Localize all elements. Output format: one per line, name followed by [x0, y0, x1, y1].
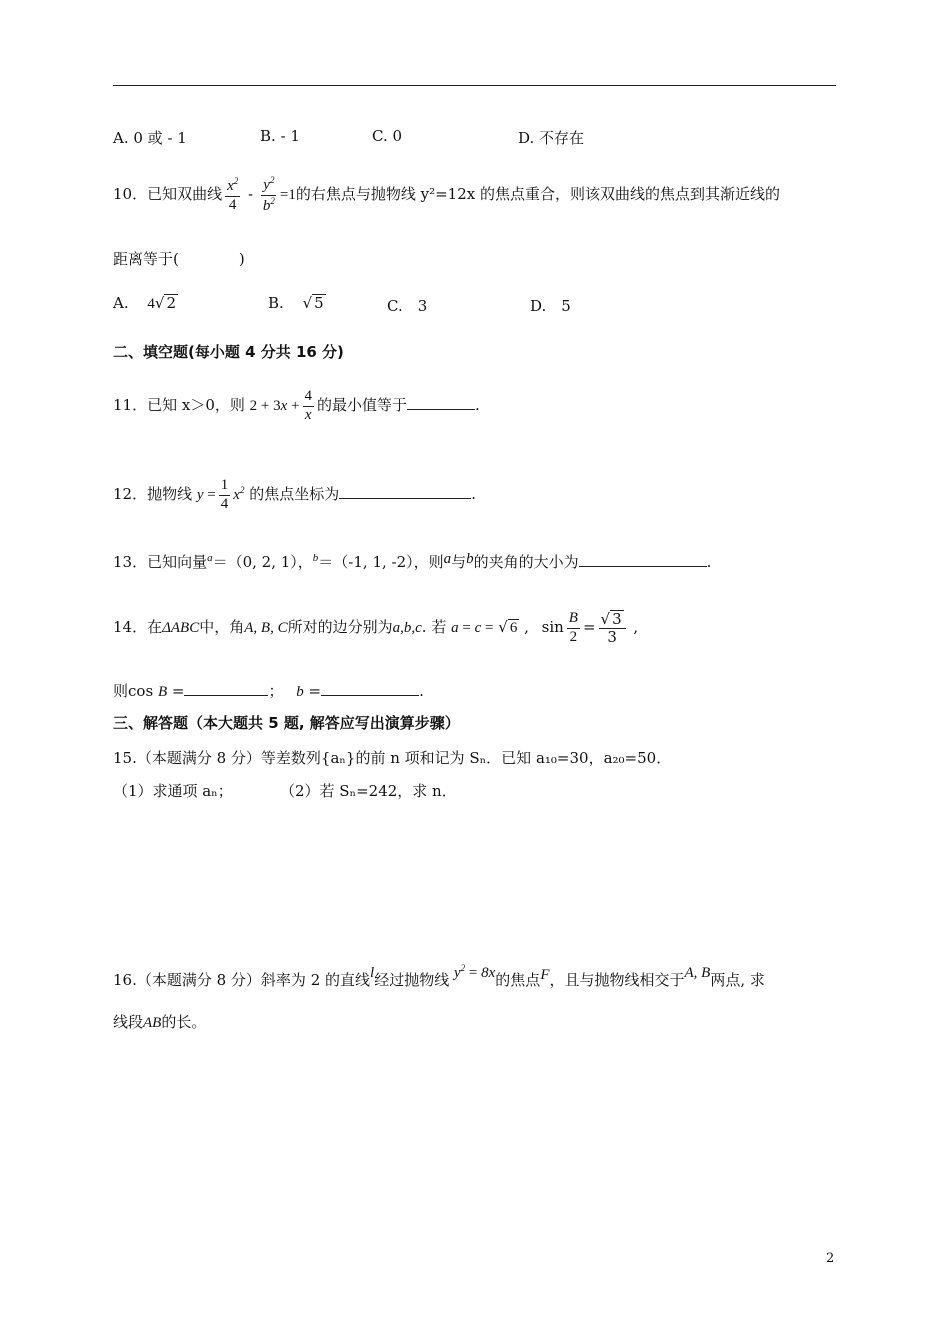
- header-rule: [113, 85, 836, 86]
- question-16: 16.（本题满分 8 分）斜率为 2 的直线l经过抛物线 $y^2 = 8x$的焦点F，且与抛物线相交于A, B两点, 求: [113, 963, 765, 989]
- q9-option-b: B. - 1: [260, 127, 300, 145]
- question-12: 12．抛物线 y = $\frac{1}{4}$ $x^2$ 的焦点坐标为 .: [113, 477, 477, 512]
- section-3-heading: 三、解答题（本大题共 5 题, 解答应写出演算步骤）: [113, 714, 460, 732]
- q10-option-a: A. 4√ 2: [113, 294, 176, 312]
- q10-frac-x: $\frac{x^2}{4}$: [227, 176, 239, 213]
- q10-suffix: 的右焦点与抛物线 y²=12x 的焦点重合，则该双曲线的焦点到其渐近线的: [295, 185, 780, 203]
- q10-line2: 距离等于( ): [113, 250, 245, 268]
- q12-frac: $\frac{1}{4}$: [220, 477, 229, 512]
- page-number: 2: [826, 1251, 835, 1266]
- q10-prefix: 10．已知双曲线: [113, 185, 223, 203]
- q9-option-d: D. 不存在: [518, 129, 585, 147]
- q9-option-a: A. 0 或 - 1: [113, 129, 187, 147]
- question-11: 11．已知 x＞0，则 2 + 3x + $\frac{4}{x}$ 的最小值等于 .: [113, 388, 480, 423]
- q9-option-c: C. 0: [372, 127, 403, 145]
- q10-option-c: C. 3: [387, 297, 428, 315]
- q15-part-2: （2）若 Sₙ=242，求 n．: [280, 782, 457, 800]
- q14-line2: 则cos B = ； b = .: [113, 682, 424, 700]
- q14-b-blank: [321, 681, 419, 696]
- q10-frac-y: $\frac{y^2}{b^2}$: [262, 175, 275, 214]
- q13-answer-blank: [579, 552, 707, 567]
- q11-answer-blank: [407, 395, 475, 410]
- section-2-heading: 二、填空题(每小题 4 分共 16 分): [113, 343, 344, 361]
- q10-option-b: B. √ 5: [268, 294, 324, 312]
- q12-answer-blank: [339, 484, 471, 499]
- q16-line2: 线段AB的长。: [113, 1013, 207, 1031]
- question-14: 14．在ΔABC中，角A, B, C所对的边分别为a,b,c. 若 a = c = √ 6 , sin $\frac{B}{2}$ = $\frac{√ 3}{3}$ ,: [113, 609, 639, 646]
- q14-cosb-blank: [184, 681, 268, 696]
- q11-frac: $\frac{4}{x}$: [304, 388, 312, 423]
- question-10: 10．已知双曲线 $\frac{x^2}{4}$ - $\frac{y^2}{b^2}$ =1的右焦点与抛物线 y²=12x 的焦点重合，则该双曲线的焦点到其渐近线的: [113, 175, 780, 214]
- question-15: 15.（本题满分 8 分）等差数列{aₙ}的前 n 项和记为 Sₙ．已知 a₁₀=30，a₂₀=50．: [113, 749, 672, 767]
- q14-frac-root3: $\frac{√ 3}{3}$: [599, 610, 626, 647]
- q15-part-1: （1）求通项 aₙ；: [113, 782, 233, 800]
- q10-option-d: D. 5: [530, 297, 571, 315]
- q14-frac-b: $\frac{B}{2}$: [568, 610, 578, 645]
- question-13: 13．已知向量$^a$＝（0, 2, 1），$^b$＝（-1, 1, -2），则a与b的夹角的大小为 .: [113, 551, 712, 571]
